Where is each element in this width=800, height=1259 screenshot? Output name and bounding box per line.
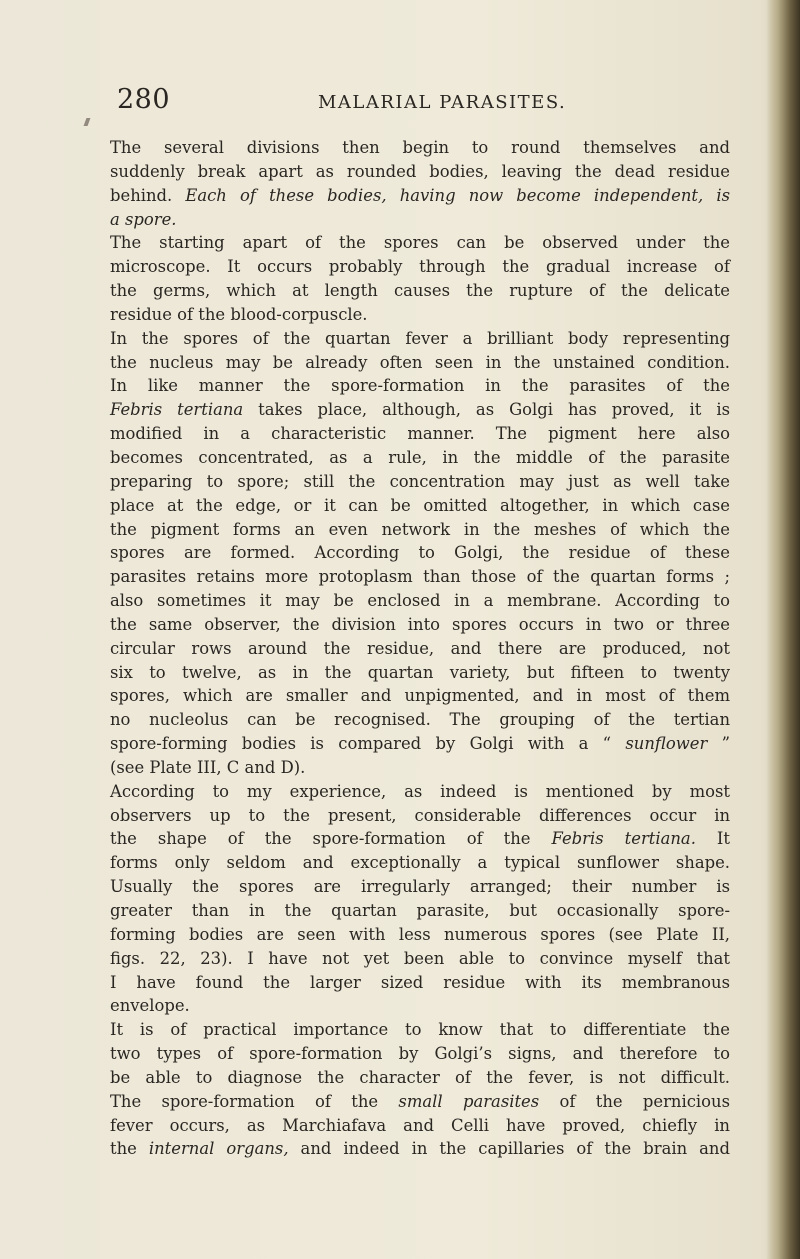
text-line <box>110 160 730 184</box>
text-line <box>110 470 730 494</box>
text-run: observers up to the present, considerable differences occur in <box>110 805 730 825</box>
text-run: the <box>110 1139 149 1159</box>
text-line <box>110 136 730 160</box>
text-run: parasites retains more protoplasm than those of the quartan forms ; <box>110 567 730 587</box>
text-run: fever occurs, as Marchiafava and Celli have proved, chiefly in <box>110 1115 730 1135</box>
text-line <box>110 541 730 565</box>
text-run: greater than in the quartan parasite, but occasionally spore- <box>110 901 730 920</box>
text-line <box>110 1137 730 1161</box>
text-line <box>110 303 730 327</box>
text-run: spores, which are smaller and unpigmented, and in most of them <box>110 686 730 706</box>
text-run: becomes concentrated, as a rule, in the middle of the parasite <box>110 447 730 467</box>
text-run: The several divisions then begin to round themselves and <box>110 138 730 157</box>
text-run: the germs, which at length causes the rupture of the delicate <box>110 281 730 301</box>
text-run: spore-forming bodies is compared by Golgi with a “ <box>110 734 626 754</box>
text-line <box>110 637 730 661</box>
italic-text: internal organs, <box>148 1139 289 1159</box>
text-run: Usually the spores are irregularly arranged; their number is <box>110 877 730 897</box>
text-line <box>110 565 730 589</box>
text-line <box>110 899 730 923</box>
text-run: and indeed in the capillaries of the brain and <box>288 1139 730 1159</box>
text-run: It <box>695 829 730 849</box>
text-run: envelope. <box>110 996 190 1016</box>
text-line <box>110 947 730 971</box>
text-run: behind. <box>110 185 186 205</box>
text-line <box>110 1066 730 1090</box>
text-line <box>110 255 730 279</box>
page-number: 280 <box>117 84 171 115</box>
text-line <box>110 327 730 351</box>
text-line <box>110 684 730 708</box>
text-run: preparing to spore; still the concentration may just as well take <box>110 471 730 491</box>
text-line <box>110 804 730 828</box>
text-run: According to my experience, as indeed is mentioned by most <box>110 781 730 801</box>
text-line <box>110 756 730 780</box>
text-line <box>110 732 730 756</box>
text-line <box>110 875 730 899</box>
text-line <box>110 923 730 947</box>
text-line <box>110 708 730 732</box>
book-spine-shadow <box>766 0 800 1259</box>
text-line <box>110 422 730 446</box>
text-run: no nucleolus can be recognised. The grouping of the tertian <box>110 710 730 730</box>
text-line <box>110 851 730 875</box>
text-run: modified in a characteristic manner. The pigment here also <box>110 424 730 444</box>
text-line <box>110 494 730 518</box>
text-run: place at the edge, or it can be omitted altogether, in which case <box>110 495 730 515</box>
text-line <box>110 971 730 995</box>
running-title: MALARIAL PARASITES. <box>318 92 567 113</box>
text-line <box>110 184 730 208</box>
text-run: suddenly break apart as rounded bodies, leaving the dead residue <box>110 161 730 181</box>
text-run: forming bodies are seen with less numerous spores (see Plate II, <box>110 924 730 944</box>
text-run: The spore-formation of the <box>110 1091 399 1111</box>
text-run: It is of practical importance to know that to differentiate the <box>110 1020 730 1040</box>
text-run: be able to diagnose the character of the fever, is not difficult. <box>110 1067 730 1087</box>
italic-text: sunflower <box>625 734 708 754</box>
italic-text: Febris tertiana. <box>551 829 696 849</box>
text-run: takes place, although, as Golgi has proved, it is <box>243 400 730 420</box>
text-line <box>110 780 730 804</box>
text-line <box>110 231 730 255</box>
text-line <box>110 661 730 685</box>
text-line <box>110 398 730 422</box>
text-run: ” <box>707 734 730 754</box>
text-line <box>110 374 730 398</box>
text-run: In like manner the spore-formation in the parasites of the <box>110 376 730 396</box>
text-run: In the spores of the quartan fever a brilliant body representing <box>110 328 730 348</box>
italic-text: Febris tertiana <box>110 400 244 420</box>
italic-text: a spore. <box>110 209 177 229</box>
text-run: forms only seldom and exceptionally a typical sunflower shape. <box>110 853 730 873</box>
text-run: also sometimes it may be enclosed in a membrane. According to <box>110 591 730 611</box>
text-run: the nucleus may be already often seen in the unstained condition. <box>110 352 730 372</box>
text-run: (see Plate III, C and D). <box>110 757 306 777</box>
text-line <box>110 518 730 542</box>
italic-text: small parasites <box>398 1091 540 1111</box>
text-run: I have found the larger sized residue with its membranous <box>110 972 730 992</box>
text-line <box>110 208 730 232</box>
text-line <box>110 1018 730 1042</box>
text-line <box>110 1114 730 1138</box>
text-line <box>110 446 730 470</box>
text-line <box>110 827 730 851</box>
text-run: of the pernicious <box>539 1091 730 1111</box>
text-run: spores are formed. According to Golgi, the residue of these <box>110 543 730 563</box>
text-run: the pigment forms an even network in the meshes of which the <box>110 519 730 539</box>
text-line <box>110 613 730 637</box>
italic-text: Each of these bodies, having now become independent, is <box>185 185 730 205</box>
text-line <box>110 351 730 375</box>
text-run: the shape of the spore-formation of the <box>110 829 552 849</box>
text-run: microscope. It occurs probably through the gradual increase of <box>110 257 730 277</box>
text-line <box>110 1090 730 1114</box>
text-line <box>110 1042 730 1066</box>
text-run: six to twelve, as in the quartan variety, but fifteen to twenty <box>110 662 730 682</box>
page-header <box>0 84 800 124</box>
text-run: the same observer, the division into spores occurs in two or three <box>110 614 730 634</box>
text-run: two types of spore-formation by Golgi’s signs, and therefore to <box>110 1044 730 1064</box>
body-text <box>110 136 730 1161</box>
text-line <box>110 994 730 1018</box>
text-run: figs. 22, 23). I have not yet been able to convince myself that <box>110 948 730 968</box>
text-run: circular rows around the residue, and there are produced, not <box>110 638 730 658</box>
text-line <box>110 589 730 613</box>
text-run: residue of the blood-corpuscle. <box>110 304 368 324</box>
text-line <box>110 279 730 303</box>
text-run: The starting apart of the spores can be observed under the <box>110 233 730 253</box>
